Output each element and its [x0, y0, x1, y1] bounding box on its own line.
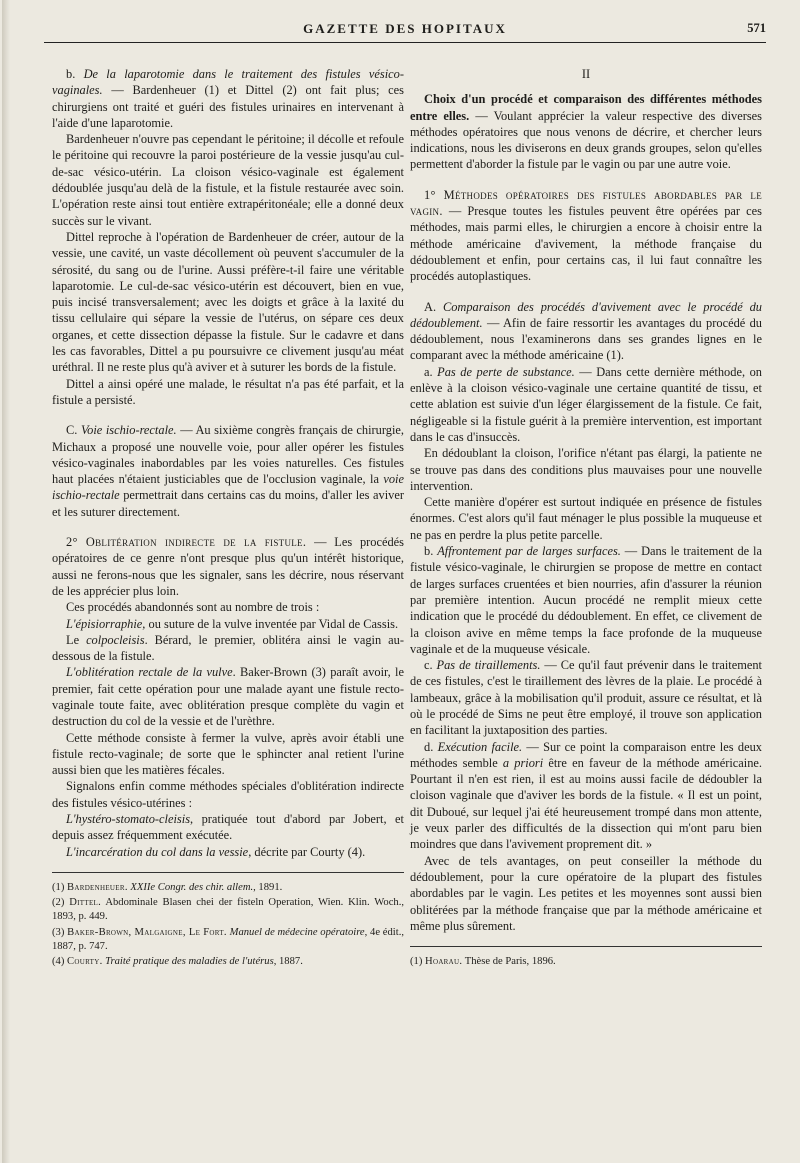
term-colpocleisis: colpocleisis	[86, 632, 145, 647]
footnotes-right	[410, 955, 762, 969]
paragraph-conclusion: Avec de tels avantages, on peut conseiller la méthode du dédoublement, pour la cure opératoire de la plupart des fistules abordables par le vagin. Les petites et les moyennes sont aussi bien oblitérées par la méthode française que par la méthode américaine et même plus sûrement.	[410, 853, 762, 933]
footnote-title: Manuel de médecine opératoire	[226, 926, 365, 938]
left-column	[52, 66, 404, 970]
label-a-upper: A.	[424, 299, 437, 314]
heading-affrontement: Affrontement par de larges surfaces.	[437, 544, 621, 559]
paragraph-hystero	[52, 811, 404, 844]
paragraph-comparaison	[410, 299, 762, 364]
paragraph-methode: Cette méthode consiste à fermer la vulve, après avoir établi une fistule recto-vaginale; de sorte que le sphincter anal retient l'urine aussi bien que les matières fécales.	[52, 730, 404, 778]
footnote-rest: , 4e édit., 1887, p. 747.	[52, 926, 404, 952]
label-b-right: b.	[424, 544, 434, 559]
term-incarceration: L'incarcération du col dans la vessie	[66, 844, 249, 859]
paragraph-dedoublant: En dédoublant la cloison, l'orifice n'étant pas élargi, la patiente ne se trouve pas dans des conditions plus mauvaises pour une nouvelle intervention.	[410, 446, 762, 493]
page-header	[44, 20, 766, 43]
paragraph-perte-substance	[410, 364, 762, 445]
footnotes-left	[52, 881, 404, 969]
paragraph-incarceration	[52, 844, 404, 860]
text-methodes-vagin: — Presque toutes les fistules peuvent être opérées par ces méthodes, mais parmi elles, le chirurgien a encore à choisir entre la méthode américaine d'avivement, la méthode française du dédoublement et enfin, pour certains cas, il lui faut connaître les procédés autoplastiques.	[410, 204, 762, 284]
text-obliteration-indirecte: — Les procédés opératoires de ce genre n'ont presque plus qu'un intérêt historique, aussi ne ferons-nous que les signaler, sans les décrire, nous réservant de les apprécier plus loin.	[52, 535, 405, 598]
text-perte-substance: — Dans cette dernière méthode, on enlève à la cloison vésico-vaginale une certaine quantité de tissu, et cette ablation est suivie d'un léger élargissement de la fistule. Ce fait, négligeable si la fistule guérit à la première intervention, est important dans le cas d'insuccès.	[410, 364, 762, 444]
text-incarceration: , décrite par Courty (4).	[248, 844, 366, 859]
binding-shadow	[2, 0, 10, 1163]
paragraph-obliteration-indirecte	[52, 534, 404, 599]
heading-ischio-rectale: Voie ischio-rectale.	[80, 423, 177, 438]
heading-execution: Exécution facile.	[437, 739, 523, 754]
footnote-number: (1)	[410, 956, 423, 968]
text-obliteration-rectale: . Baker-Brown (3) paraît avoir, le premier, fait cette opération pour une malade ayant une fistule recto-vaginale toute faite, avec oblitération presque complète du vagin et destruction du col de la vessie et de l'urèthre.	[52, 665, 404, 729]
term-episiorraphie: L'épisiorraphie,	[66, 616, 146, 631]
text-affrontement: — Dans le traitement de la fistule vésico-vaginale, le chirurgien se propose de mettre en contact de larges surfaces cruentées et bien nourries, afin d'assurer la réunion par première intention. Aucun procédé ne remplit mieux cette indication que le procédé du dédoublement. En effet, ce clivement de la cloison avive en même temps la face profonde de la muqueuse vaginale et de la muqueuse vésicale.	[410, 544, 762, 656]
footnote-author: Baker-Brown, Malgaigne, Le Fort.	[67, 926, 227, 938]
footnote-rule	[52, 872, 404, 873]
text-ischio-rectale-b: permettrait dans certains cas du moins, d'aller les aviver et les suturer directement.	[52, 488, 404, 519]
footnote	[52, 926, 404, 954]
text-hystero: , pratiquée tout d'abord par Jobert, et depuis assez fréquemment exécutée.	[52, 812, 404, 843]
heading-laparotomie: De la laparotomie dans le traitement des fistules vésico-vaginales.	[52, 67, 404, 98]
term-obliteration-rectale: L'oblitération rectale de la vulve	[66, 665, 233, 680]
paragraph-dittel: Dittel reproche à l'opération de Bardenheuer de créer, autour de la vessie, une cavité, un vaste décollement où peuvent s'accumuler de la sérosité, du sang ou de l'urine. Aussi préfère-t-il faire une véritable laparotomie. Le cul-de-sac vésico-utérin est découvert, bien en vue, puis incisé transversalement; avec les doigts et grâce à la laxité du tissu cellulaire qui sépare la vessie de l'utérus, on sépare ces deux organes, et cette dissection dépasse la fistule. Sur le cadavre et dans les cas favorables, Dittel a pu poursuivre ce clivement jusqu'au méat uréthral. Il ne reste plus qu'à aviver et à suturer les bords de la fistule.	[52, 229, 404, 375]
paragraph-dittel-result: Dittel a ainsi opéré une malade, le résultat n'a pas été parfait, et la fistule a persisté.	[52, 376, 404, 407]
term-hystero: L'hystéro-stomato-cleisis	[66, 812, 191, 827]
paragraph-bardenheuer: Bardenheuer n'ouvre pas cependant le péritoine; il décolle et refoule le péritoine qui recouvre la paroi postérieure de la vessie jusqu'au cul-de-sac vésico-utérin. La cloison vésico-vaginale est également dédoublée jusqu'au delà de la fistule, et la fistule restaurée avec soin. L'opération reste ainsi tout entière extrapéritonéale; elle a donné deux succès sur le vivant.	[52, 132, 404, 228]
footnote-author: Courty.	[67, 955, 103, 967]
text-comparaison: — Afin de faire ressortir les avantages du procédé du dédoublement, nous l'examinerons dans ses grandes lignes en le comparant avec la méthode américaine (1).	[410, 315, 762, 363]
text-episiorraphie: ou suture de la vulve inventée par Vidal de Cassis.	[145, 616, 399, 631]
paragraph-obliteration-rectale	[52, 664, 404, 729]
heading-tiraillements: Pas de tiraillements.	[436, 658, 541, 673]
footnote-number: (4)	[52, 955, 65, 967]
footnote-author: Bardenheuer.	[67, 881, 128, 893]
text-choix: — Voulant apprécier la valeur respective des diverses méthodes opératoires que nous venons de décrire, et chercher leurs indications, nous les diviserons en deux grands groupes, selon qu'elles permettent d'aborder la fistule par le vagin ou par une autre voie.	[410, 108, 762, 172]
paragraph-methodes-vagin	[410, 187, 762, 285]
paragraph-execution	[410, 739, 762, 853]
footnote	[52, 955, 404, 969]
journal-title: GAZETTE DES HOPITAUX	[303, 21, 507, 36]
text-colpocleisis-b: . Bérard, le premier, oblitéra ainsi le vagin au-dessous de la fistule.	[52, 632, 404, 664]
footnote-rest: , 1887.	[273, 955, 303, 967]
paragraph-affrontement	[410, 543, 762, 657]
footnote-title: XXIIe Congr. des chir. allem.	[127, 881, 254, 893]
label-d: d.	[424, 739, 434, 754]
label-a: a.	[424, 364, 433, 379]
paragraph-laparotomie	[52, 66, 404, 131]
footnote-rest: , 1891.	[253, 881, 283, 893]
italic-a-priori: a priori	[502, 755, 544, 770]
footnote-number: (1)	[52, 881, 65, 893]
text-execution-a: — Sur ce point la comparaison entre les deux méthodes semble	[410, 739, 762, 770]
footnote	[52, 881, 404, 895]
footnote-author: Dittel.	[69, 897, 102, 909]
text-colpocleisis-a: Le	[66, 632, 87, 647]
heading-choix: Choix d'un procédé et comparaison des différentes méthodes entre elles.	[410, 92, 762, 123]
heading-obliteration-indirecte: 2° Oblitération indirecte de la fistule.	[66, 535, 307, 550]
heading-methodes-vagin: 1° Méthodes opératoires des fistules abordables par le vagin.	[410, 187, 762, 219]
footnote-number: (3)	[52, 926, 65, 938]
paragraph-episiorraphie	[52, 616, 404, 632]
text-laparotomie: — Bardenheuer (1) et Dittel (2) ont fait plus; ces chirurgiens ont traité et guéri des fistules urinaires en intervenant à l'aide d'une laparotomie.	[52, 83, 404, 130]
paragraph-ischio-rectale	[52, 422, 404, 520]
footnote	[52, 896, 404, 924]
paragraph-fistules-enormes: Cette manière d'opérer est surtout indiquée en présence de fistules énormes. C'est alors qu'il faut ménager le plus possible la muqueuse et ne pas en perdre la plus petite parcelle.	[410, 495, 762, 542]
footnote	[410, 955, 762, 969]
footnote-rest: Thèse de Paris, 1896.	[462, 956, 556, 968]
footnote-author: Hoarau.	[425, 956, 463, 968]
label-b: b.	[66, 67, 76, 81]
section-number: II	[581, 67, 591, 81]
text-ischio-rectale-a: — Au sixième congrès français de chirurgie, Michaux a proposé une nouvelle voie, pour aller opérer les fistules vésico-vaginales inabordables par les voies naturelles. Ces fistules haut placées n'étaient justiciables que de l'occlusion vaginale, la	[52, 423, 405, 487]
text-tiraillements: — Ce qu'il faut prévenir dans le traitement de ces fistules, c'est le tiraillement des lèvres de la plaie. Le procédé à lambeaux, grâce à la mobilisation qu'il produit, assure ce résultat, et là où le procédé de Sims ne peut être employé, il trouve son application en facilitant la juxtaposition des parties.	[410, 658, 762, 738]
footnote-rest: Abdominale Blasen chei der fisteln Operation, Wien. Klin. Woch., 1893, p. 449.	[52, 897, 404, 923]
text-execution-b: être en faveur de la méthode américaine. Pourtant il n'en est rien, il est au moins aussi facile de dédoubler la cloison vaginale que d'aviver les bords de la fistule. « Il est un point, dit Duboué, sur lequel j'ai été heureusement trompé dans mon attente, je veux parler des difficultés de la dissection qui m'ont paru bien moindres que dans l'avivement proprement dit. »	[410, 755, 762, 852]
heading-comparaison: Comparaison des procédés d'avivement avec le procédé du dédoublement.	[410, 299, 762, 330]
label-c-right: c.	[424, 658, 433, 673]
paragraph-procedes: Ces procédés abandonnés sont au nombre de trois :	[66, 600, 320, 615]
footnote-rule-right	[410, 946, 762, 947]
footnote-number: (2)	[52, 897, 65, 909]
paragraph-tiraillements	[410, 657, 762, 738]
italic-voie: voie ischio-rectale	[52, 472, 404, 503]
paragraph-choix	[410, 91, 762, 172]
page-number: 571	[747, 21, 766, 35]
label-c: C.	[66, 423, 78, 438]
heading-perte-substance: Pas de perte de substance.	[437, 364, 575, 379]
paragraph-colpocleisis	[52, 632, 404, 665]
footnote-title: Traité pratique des maladies de l'utérus	[102, 955, 274, 967]
paragraph-signalons: Signalons enfin comme méthodes spéciales d'oblitération indirecte des fistules vésico-utérines :	[52, 779, 404, 810]
right-column	[410, 66, 762, 970]
